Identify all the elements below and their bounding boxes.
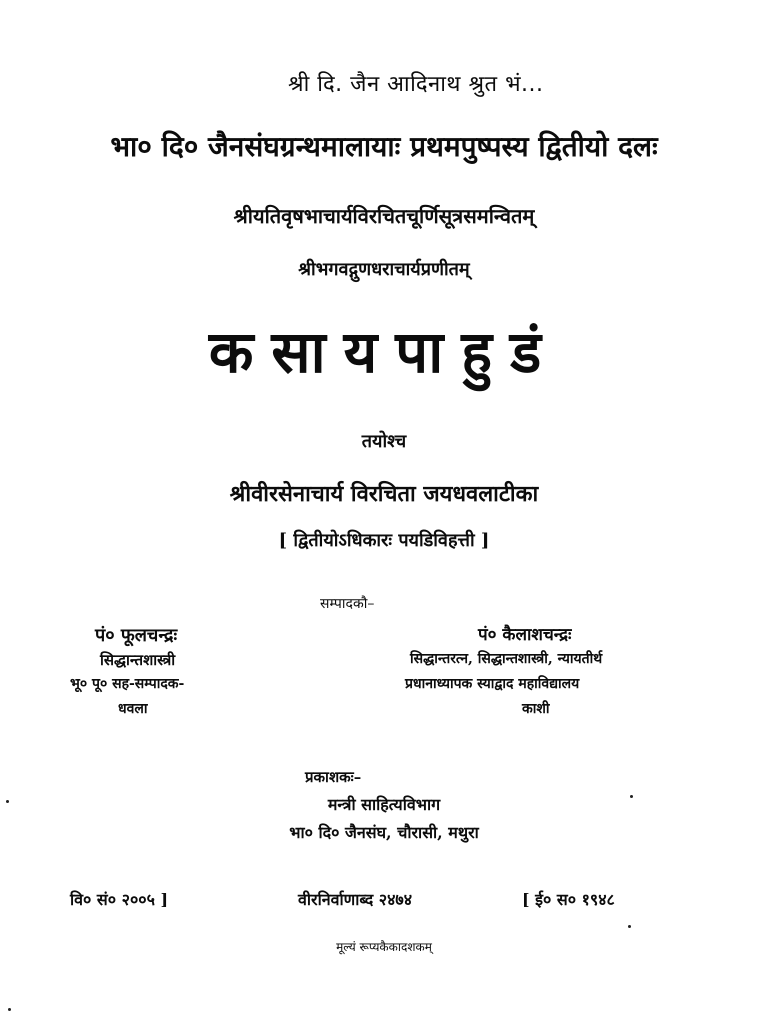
- scan-speck: [630, 795, 633, 798]
- scan-speck: [628, 925, 631, 928]
- editor-left-title: सिद्धान्तशास्त्री: [100, 651, 176, 669]
- editor-left-work: धवला: [118, 701, 148, 717]
- publisher-heading: प्रकाशकः–: [305, 768, 362, 786]
- editors-heading: सम्पादकौ–: [320, 596, 375, 612]
- editor-right-name: पं० कैलाशचन्द्रः: [478, 625, 572, 645]
- publisher-line-2: भा० दि० जैनसंघ, चौरासी, मथुरा: [289, 823, 479, 842]
- editor-left-name: पं० फूलचन्द्रः: [95, 625, 178, 646]
- editor-right-title: सिद्धान्तरत्न, सिद्धान्तशास्त्री, न्यायतीर्थ: [410, 651, 603, 667]
- scan-speck: [8, 1008, 11, 1011]
- editor-left-role: भू० पू० सह-सम्पादक-: [70, 676, 185, 692]
- price-line: मूल्यं रूप्यकैकादशकम्: [336, 940, 432, 954]
- date-vira-nirvana: वीरनिर्वाणाब्द २४७४: [298, 890, 413, 909]
- commentary-line: श्रीवीरसेनाचार्य विरचिता जयधवलाटीका: [229, 481, 539, 507]
- adhikara-line: [ द्वितीयोऽधिकारः पयडिविहत्ती ]: [278, 530, 490, 551]
- tayoshcha-line: तयोश्च: [361, 431, 407, 452]
- churni-sutra-line: श्रीयतिवृषभाचार्यविरचितचूर्णिसूत्रसमन्वितम्: [233, 204, 535, 228]
- library-stamp: श्री दि. जैन आदिनाथ श्रुत भं...: [288, 72, 544, 97]
- date-vikram-samvat: वि० सं० २००५ ]: [70, 890, 169, 909]
- editor-right-place: काशी: [522, 701, 550, 717]
- scan-speck: [6, 800, 9, 803]
- date-isvi: [ ई० स० १९४८: [522, 890, 615, 909]
- book-title: कसायपाहुडं: [208, 318, 560, 386]
- editor-right-role: प्रधानाध्यापक स्याद्वाद महाविद्यालय: [405, 676, 580, 692]
- publisher-line-1: मन्त्री साहित्यविभाग: [327, 795, 441, 814]
- series-line: भा० दि० जैनसंघग्रन्थमालायाः प्रथमपुष्पस्य द्वितीयो दलः: [110, 130, 658, 163]
- pranitam-line: श्रीभगवद्गुणधराचार्यप्रणीतम्: [298, 259, 470, 280]
